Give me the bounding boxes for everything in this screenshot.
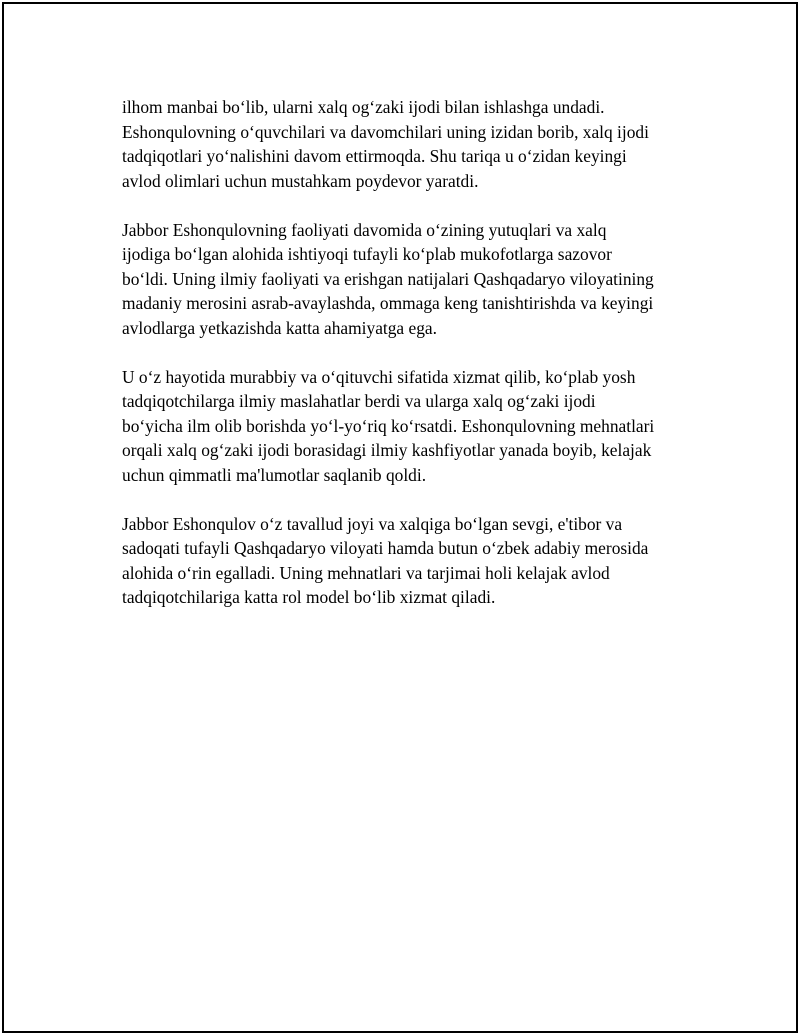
text-line: Jabbor Eshonqulovning faoliyati davomida o‘zining yutuqlari va xalq — [122, 219, 607, 240]
text-line: sadoqati tufayli Qashqadaryo viloyati hamda butun o‘zbek adabiy merosida — [122, 538, 649, 558]
text-line: avlod olimlari uchun mustahkam poydevor yaratdi. — [122, 170, 479, 191]
page-frame — [2, 2, 798, 1033]
text-line: avlodlarga yetkazishda katta ahamiyatga ega. — [122, 317, 437, 338]
text-line: U o‘z hayotida murabbiy va o‘qituvchi sifatida xizmat qilib, ko‘plab yosh — [122, 366, 636, 387]
paragraph-1 — [122, 95, 702, 193]
text-line: Eshonqulovning o‘quvchilari va davomchilari uning izidan borib, xalq ijodi — [122, 121, 649, 142]
paragraph-4 — [122, 512, 702, 610]
text-line: bo‘ldi. Uning ilmiy faoliyati va erishgan natijalari Qashqadaryo viloyatining — [122, 268, 654, 289]
text-line: uchun qimmatli ma'lumotlar saqlanib qoldi. — [122, 464, 427, 485]
text-line: tadqiqotchilarga ilmiy maslahatlar berdi va ularga xalq og‘zaki ijodi — [122, 391, 596, 411]
text-line: tadqiqotlari yo‘nalishini davom ettirmoqda. Shu tariqa u o‘zidan keyingi — [122, 146, 627, 166]
text-line: tadqiqotchilariga katta rol model bo‘lib xizmat qiladi. — [122, 587, 496, 607]
paragraph-3 — [122, 365, 702, 488]
text-line: madaniy merosini asrab-avaylashda, ommaga keng tanishtirishda va keyingi — [122, 293, 654, 313]
text-line: ijodiga bo‘lgan alohida ishtiyoqi tufayli ko‘plab mukofotlarga sazovor — [122, 244, 612, 264]
text-line: orqali xalq og‘zaki ijodi borasidagi ilmiy kashfiyotlar yanada boyib, kelajak — [122, 440, 652, 460]
text-line: bo‘yicha ilm olib borishda yo‘l-yo‘riq ko‘rsatdi. Eshonqulovning mehnatlari — [122, 415, 655, 436]
document-body — [122, 95, 702, 634]
text-line: ilhom manbai bo‘lib, ularni xalq og‘zaki ijodi bilan ishlashga undadi. — [122, 97, 605, 117]
text-line: Jabbor Eshonqulov o‘z tavallud joyi va xalqiga bo‘lgan sevgi, e'tibor va — [122, 513, 623, 534]
paragraph-2 — [122, 218, 702, 341]
text-line: alohida o‘rin egalladi. Uning mehnatlari va tarjimai holi kelajak avlod — [122, 562, 610, 583]
